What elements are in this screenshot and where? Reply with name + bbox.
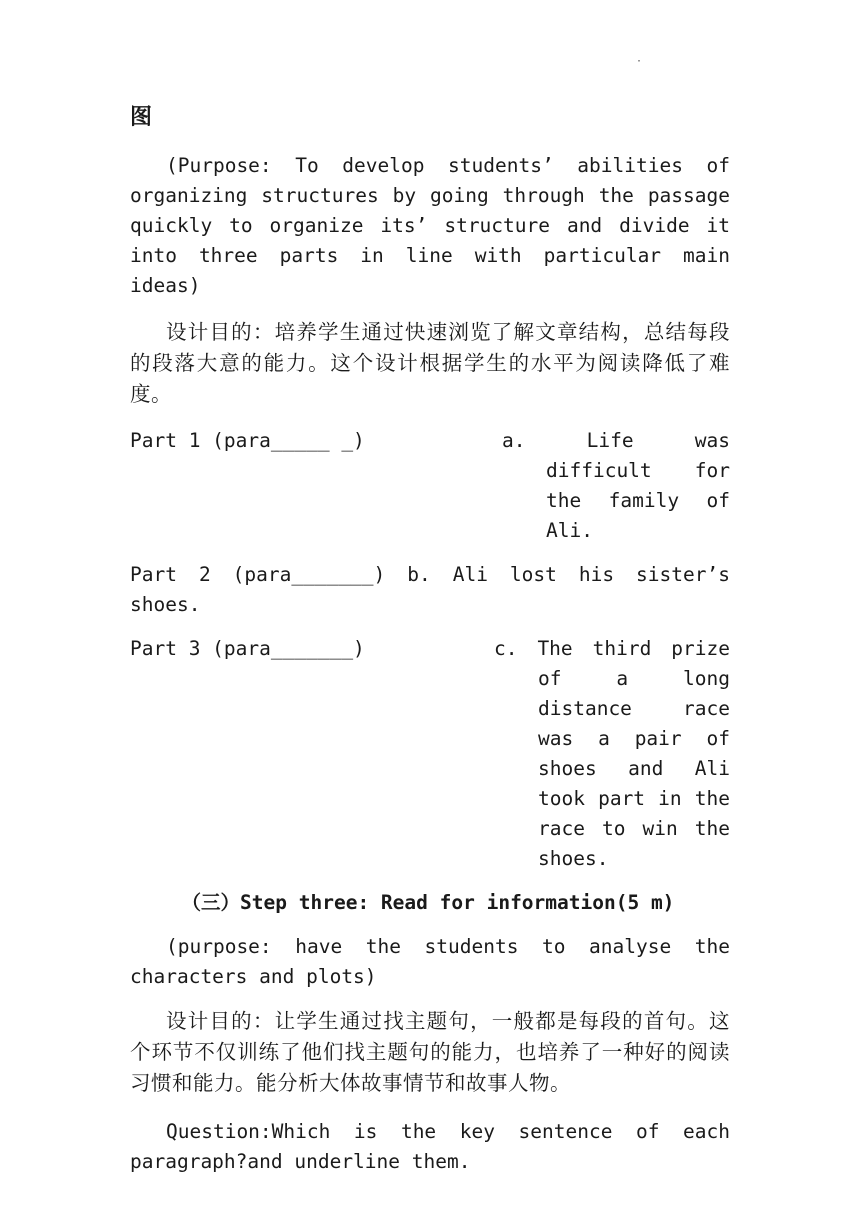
purpose2-chinese: 设计目的：让学生通过找主题句，一般都是每段的首句。这个环节不仅训练了他们找主题句的能力，也培养了一种好的阅读习惯和能力。能分析大体故事情节和故事人物。 bbox=[130, 1009, 730, 1095]
matching-row-3 bbox=[130, 634, 730, 874]
option-c: c. The third prize of a long distance race was a pair of shoes and Ali took part in the race to win the shoes. bbox=[494, 637, 730, 870]
option-a: a. Life was difficult for the family of Ali. bbox=[502, 429, 730, 542]
document-page bbox=[130, 102, 730, 1177]
option-b: b. Ali lost his sister’s bbox=[407, 563, 730, 586]
purpose2-english: (purpose: have the students to analyse the characters and plots) bbox=[130, 935, 730, 988]
matching-row-1 bbox=[130, 426, 730, 546]
part-2-label: Part 2 (para_______) bbox=[130, 563, 386, 586]
part-1-label: Part 1 (para_____ _) bbox=[130, 429, 365, 452]
step-three-heading: （三）Step three: Read for information(5 m) bbox=[181, 891, 675, 914]
option-b-tail: shoes. bbox=[130, 593, 201, 616]
part-3-label: Part 3 (para_______) bbox=[130, 637, 365, 660]
purpose-english: (Purpose: To develop students’ abilities of organizing structures by going through the passage quickly to organize its’ structure and divide it into three parts in line with particular main ideas) bbox=[130, 154, 730, 297]
corner-dot: · bbox=[636, 56, 643, 67]
purpose-chinese: 设计目的：培养学生通过快速浏览了解文章结构，总结每段的段落大意的能力。这个设计根据学生的水平为阅读降低了难度。 bbox=[130, 320, 730, 406]
question-text: Question:Which is the key sentence of each paragraph?and underline them. bbox=[130, 1120, 730, 1173]
section-heading: 图 bbox=[130, 105, 153, 130]
matching-row-2 bbox=[130, 560, 730, 590]
